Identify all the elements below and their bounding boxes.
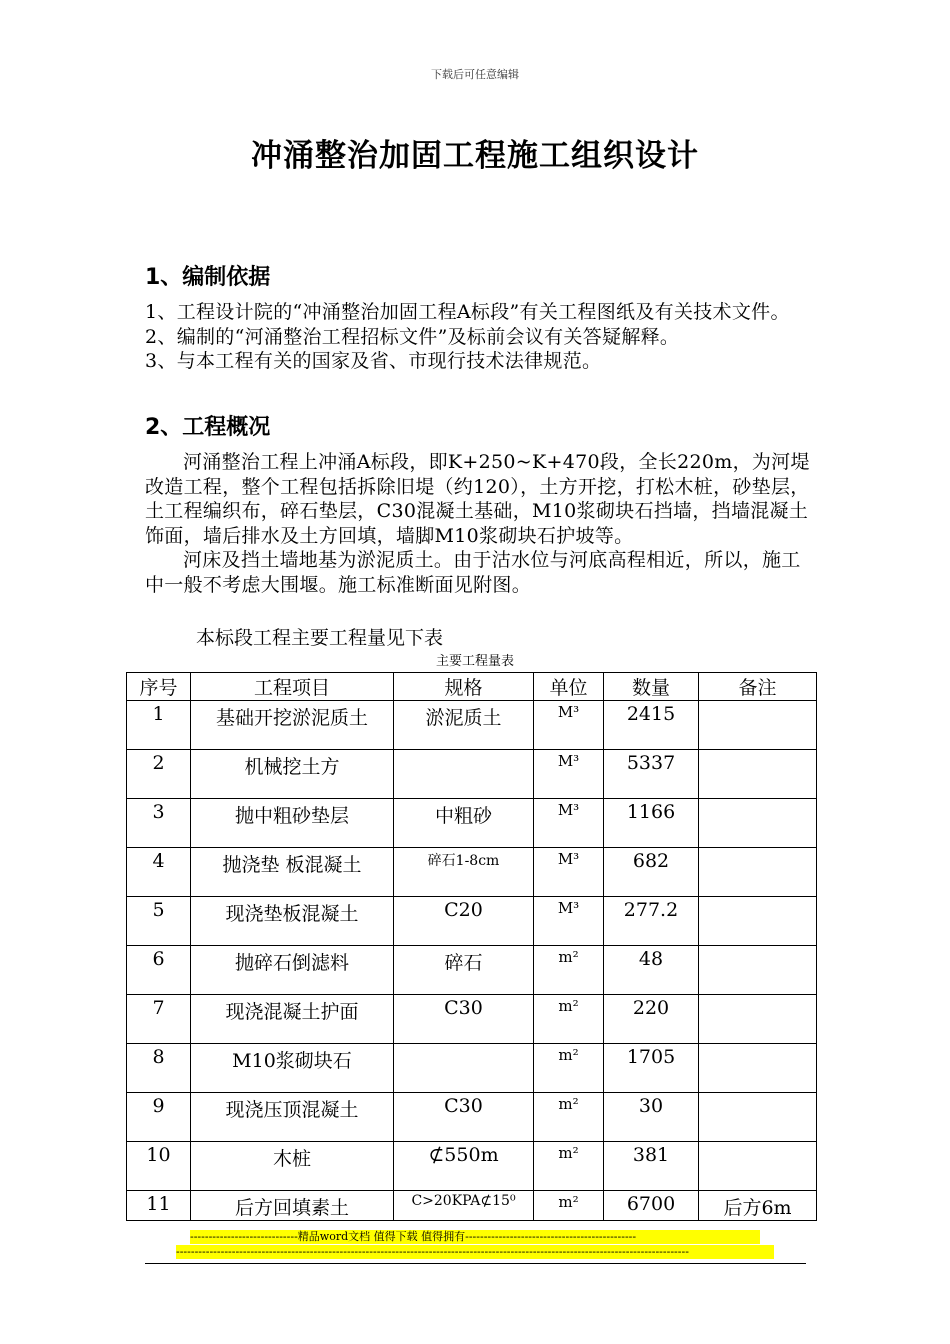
cell-no: 11 [127, 1191, 191, 1221]
cell-note [699, 1142, 817, 1191]
cell-item: 抛碎石倒滤料 [191, 946, 394, 995]
cell-note [699, 897, 817, 946]
cell-no: 9 [127, 1093, 191, 1142]
cell-spec: C>20KPA⊄15⁰ [394, 1191, 534, 1221]
quantities-table [126, 672, 817, 1221]
cell-unit: m² [534, 1044, 604, 1093]
cell-spec: 碎石 [394, 946, 534, 995]
cell-unit: m² [534, 1142, 604, 1191]
cell-spec: 中粗砂 [394, 799, 534, 848]
cell-item: 抛中粗砂垫层 [191, 799, 394, 848]
cell-spec [394, 750, 534, 799]
section-1-body [145, 300, 815, 374]
section-2-body [145, 450, 815, 597]
header-note: 下载后可任意编辑 [431, 68, 519, 81]
cell-unit: M³ [534, 848, 604, 897]
cell-spec: C20 [394, 897, 534, 946]
col-header-note: 备注 [699, 673, 817, 701]
cell-note [699, 750, 817, 799]
cell-unit: M³ [534, 897, 604, 946]
cell-qty: 2415 [604, 701, 699, 750]
cell-qty: 682 [604, 848, 699, 897]
cell-qty: 30 [604, 1093, 699, 1142]
cell-spec: 淤泥质土 [394, 701, 534, 750]
cell-qty: 277.2 [604, 897, 699, 946]
cell-no: 4 [127, 848, 191, 897]
cell-spec: C30 [394, 995, 534, 1044]
cell-item: 现浇垫板混凝土 [191, 897, 394, 946]
cell-no: 1 [127, 701, 191, 750]
cell-unit: m² [534, 995, 604, 1044]
table-row [127, 799, 817, 848]
cell-note [699, 848, 817, 897]
cell-no: 10 [127, 1142, 191, 1191]
cell-item: 现浇压顶混凝土 [191, 1093, 394, 1142]
table-row [127, 897, 817, 946]
cell-unit: m² [534, 1093, 604, 1142]
document-title: 冲涌整治加固工程施工组织设计 [251, 138, 699, 174]
cell-note [699, 1093, 817, 1142]
overview-paragraph-2: 河床及挡土墙地基为淤泥质土。由于沽水位与河底高程相近，所以，施工中一般不考虑大围堰。施工标准断面见附图。 [145, 549, 801, 596]
table-row [127, 1142, 817, 1191]
table-row [127, 848, 817, 897]
section-1-heading: 1、编制依据 [145, 265, 271, 290]
cell-spec: ⊄550m [394, 1142, 534, 1191]
cell-qty: 381 [604, 1142, 699, 1191]
table-row [127, 1191, 817, 1221]
table-row [127, 946, 817, 995]
cell-note [699, 995, 817, 1044]
table-intro: 本标段工程主要工程量见下表 [196, 627, 444, 649]
cell-no: 6 [127, 946, 191, 995]
col-header-spec: 规格 [394, 673, 534, 701]
cell-qty: 5337 [604, 750, 699, 799]
cell-unit: M³ [534, 750, 604, 799]
cell-spec: 碎石1-8cm [394, 848, 534, 897]
cell-qty: 220 [604, 995, 699, 1044]
table-header-row [127, 673, 817, 701]
cell-no: 2 [127, 750, 191, 799]
cell-unit: M³ [534, 799, 604, 848]
cell-item: 机械挖土方 [191, 750, 394, 799]
cell-no: 8 [127, 1044, 191, 1093]
cell-qty: 6700 [604, 1191, 699, 1221]
table-row [127, 750, 817, 799]
table-caption: 主要工程量表 [435, 654, 514, 669]
cell-note [699, 1044, 817, 1093]
cell-item: M10浆砌块石 [191, 1044, 394, 1093]
cell-no: 7 [127, 995, 191, 1044]
section-2-heading: 2、工程概况 [145, 415, 271, 440]
footer-banner: -----------------------------精品word文档 值得下载 值得拥有---------------------------------------------- [190, 1230, 760, 1244]
table-row [127, 995, 817, 1044]
cell-no: 5 [127, 897, 191, 946]
footer-banner-rule: ------------------------------------------------------------------------------------------------------------------------------------------ [176, 1245, 774, 1259]
cell-no: 3 [127, 799, 191, 848]
overview-paragraph-1: 河涌整治工程上冲涌A标段，即K+250~K+470段，全长220m，为河堤改造工程，整个工程包括拆除旧堤（约120），土方开挖，打松木桩，砂垫层，土工程编织布，碎石垫层，C30混凝土基础，M10浆砌块石挡墙，挡墙混凝土饰面，墙后排水及土方回填，墙脚M10浆砌块石护坡等。 [145, 451, 810, 547]
cell-note: 后方6m [699, 1191, 817, 1221]
cell-note [699, 946, 817, 995]
col-header-no: 序号 [127, 673, 191, 701]
cell-item: 木桩 [191, 1142, 394, 1191]
basis-item-3: 3、与本工程有关的国家及省、市现行技术法律规范。 [145, 350, 602, 372]
cell-item: 现浇混凝土护面 [191, 995, 394, 1044]
col-header-item: 工程项目 [191, 673, 394, 701]
col-header-qty: 数量 [604, 673, 699, 701]
cell-spec [394, 1044, 534, 1093]
table-row [127, 1093, 817, 1142]
footer-divider [145, 1263, 806, 1264]
cell-qty: 1705 [604, 1044, 699, 1093]
table-row [127, 701, 817, 750]
cell-unit: M³ [534, 701, 604, 750]
cell-spec: C30 [394, 1093, 534, 1142]
cell-item: 抛浇垫 板混凝土 [191, 848, 394, 897]
basis-item-1: 1、工程设计院的“冲涌整治加固工程A标段”有关工程图纸及有关技术文件。 [145, 301, 790, 323]
cell-note [699, 701, 817, 750]
basis-item-2: 2、编制的“河涌整治工程招标文件”及标前会议有关答疑解释。 [145, 325, 680, 348]
cell-item: 基础开挖淤泥质土 [191, 701, 394, 750]
col-header-unit: 单位 [534, 673, 604, 701]
cell-note [699, 799, 817, 848]
table-row [127, 1044, 817, 1093]
cell-qty: 48 [604, 946, 699, 995]
cell-item: 后方回填素土 [191, 1191, 394, 1221]
cell-unit: m² [534, 1191, 604, 1221]
cell-unit: m² [534, 946, 604, 995]
cell-qty: 1166 [604, 799, 699, 848]
